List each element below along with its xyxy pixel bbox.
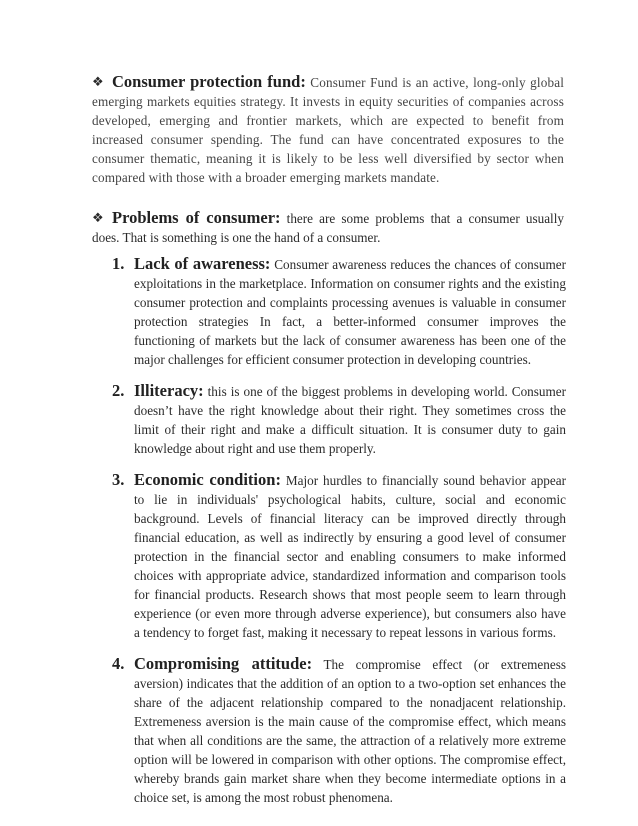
- item-text: Consumer awareness reduces the chances of consumer exploitations in the marketplace. Information on consumer rights and the existing consumer protection and complaints processing avenues is valuable in consumer protection strategies In fact, a better-informed consumer improves the functioning of markets but the lack of consumer awareness has been one of the major challenges for efficient consumer protection in developing countries.: [134, 257, 566, 367]
- problems-list: [112, 254, 566, 819]
- item-text: The compromise effect (or extremeness aversion) indicates that the addition of an option to a two-option set enhances the share of the adjacent relationship compared to the nonadjacent relationship. Extremeness aversion is the main cause of the compromise effect, which means that when all conditions are the same, the attraction of a relatively more extreme option will be lowered in comparison with other options. The compromise effect, whereby brands gain market share when they become intermediate options in a choice set, is among the most robust phenomena.: [134, 657, 566, 805]
- section-consumer-protection-fund: [92, 72, 564, 187]
- diamond-bullet-icon: ❖: [92, 75, 104, 90]
- list-item: [112, 381, 566, 458]
- item-number: 3.: [112, 470, 125, 489]
- item-term: Compromising attitude:: [134, 654, 313, 673]
- section-heading: Problems of consumer:: [112, 208, 281, 227]
- item-number: 2.: [112, 381, 125, 400]
- list-item: [112, 654, 566, 807]
- item-number: 4.: [112, 654, 125, 673]
- item-term: Illiteracy:: [134, 381, 204, 400]
- section-text: there are some problems that a consumer usually does. That is something is one the hand of a consumer.: [92, 211, 564, 245]
- item-text: Major hurdles to financially sound behavior appear to lie in individuals' psychological habits, culture, social and economic background. Levels of financial literacy can be improved directly through financial education, as well as indirectly by ensuring a good level of consumer protection in the financial sector and enabling consumers to make informed choices with appropriate advice, standardized information and comparison tools for financial products. Research shows that most people seem to learn through experience (or even more through adverse experience), but consumers also have a tendency to forget fast, making it necessary to repeat lessons in various forms.: [134, 473, 566, 640]
- diamond-bullet-icon: ❖: [92, 211, 104, 226]
- item-text: this is one of the biggest problems in developing world. Consumer doesn’t have the right knowledge about their right. They sometimes cross the limit of their right and make a difficult situation. It is consumer duty to gain knowledge about right and use them properly.: [134, 384, 566, 456]
- section-text: Consumer Fund is an active, long-only global emerging markets equities strategy. It invests in equity securities of companies across developed, emerging and frontier markets, which are expected to benefit from increased consumer spending. The fund can have concentrated exposures to the consumer thematic, meaning it is likely to be less well diversified by sector when compared with those with a broader emerging markets mandate.: [92, 75, 565, 185]
- section-paragraph: [92, 208, 564, 247]
- list-item: [112, 470, 566, 642]
- item-term: Economic condition:: [134, 470, 281, 489]
- section-paragraph: [92, 72, 564, 187]
- section-problems-of-consumer: [92, 208, 564, 247]
- section-heading: Consumer protection fund:: [112, 72, 306, 91]
- item-number: 1.: [112, 254, 125, 273]
- list-item: [112, 254, 566, 369]
- item-term: Lack of awareness:: [134, 254, 271, 273]
